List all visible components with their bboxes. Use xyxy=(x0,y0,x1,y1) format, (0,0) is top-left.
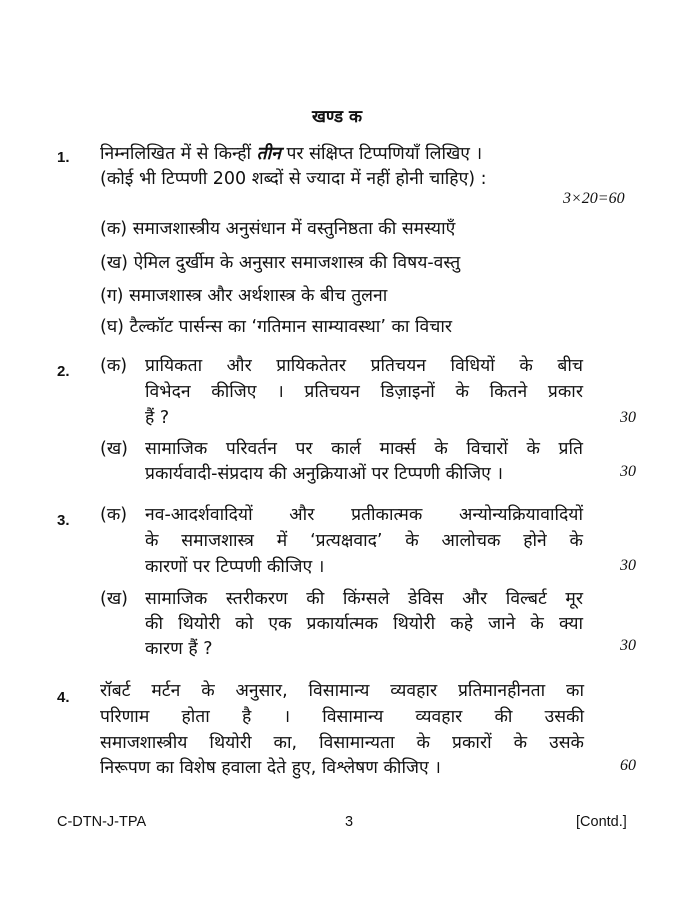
footer-paper-code: C-DTN-J-TPA xyxy=(57,814,147,830)
q1-emphasis-teen: तीन xyxy=(256,144,281,164)
q1-item-gha-label: (घ) xyxy=(100,317,124,337)
question-1-marks: 3×20=60 xyxy=(563,190,625,207)
question-1-number: 1. xyxy=(57,149,70,166)
q3-part-b-label: (ख) xyxy=(100,589,128,609)
question-1-line-1 xyxy=(100,141,482,167)
q3-part-b-line-3: कारण हैं ? xyxy=(145,639,213,659)
q1-item-ka xyxy=(100,216,455,242)
q2-part-a-line-2: विभेदन कीजिए । प्रतिचयन डिज़ाइनों के कितने प्रकार xyxy=(145,382,583,402)
q4-line-1: रॉबर्ट मर्टन के अनुसार, विसामान्य व्यवहार प्रतिमानहीनता का xyxy=(100,681,584,701)
q1-item-kha-text: ऐमिल दुर्खीम के अनुसार समाजशास्त्र की विषय-वस्तु xyxy=(133,253,461,273)
q1-text-a: निम्नलिखित में से किन्हीं xyxy=(100,144,257,164)
q3-part-a-line-3: कारणों पर टिप्पणी कीजिए । xyxy=(145,557,325,577)
q4-line-4: निरूपण का विशेष हवाला देते हुए, विश्लेषण कीजिए । xyxy=(100,758,441,778)
q2-part-b-label: (ख) xyxy=(100,439,128,459)
q1-item-gha-text: टैल्कॉट पार्सन्स का ‘गतिमान साम्यावस्था’ का विचार xyxy=(129,317,453,337)
q2-part-b-line-2: प्रकार्यवादी-संप्रदाय की अनुक्रियाओं पर टिप्पणी कीजिए । xyxy=(145,464,503,484)
q3-part-a-label: (क) xyxy=(100,505,128,525)
q3-part-a-line-1: नव-आदर्शवादियों और प्रतीकात्मक अन्योन्यक्रियावादियों xyxy=(145,505,583,525)
q1-item-ga xyxy=(100,283,387,309)
q2-part-a-label: (क) xyxy=(100,356,128,376)
q2-part-a-line-3: हैं ? xyxy=(145,408,170,428)
q3-part-b-marks: 30 xyxy=(620,637,636,654)
footer-page-number: 3 xyxy=(345,814,354,830)
q1-item-kha-label: (ख) xyxy=(100,253,128,273)
q4-line-3: समाजशास्त्रीय थियोरी का, विसामान्यता के प्रकारों के उसके xyxy=(100,733,584,753)
q3-part-a-line-2: के समाजशास्त्र में ‘प्रत्यक्षवाद’ के आलोचक होने के xyxy=(145,531,583,551)
q3-part-b-line-1: सामाजिक स्तरीकरण की किंग्सले डेविस और विल्बर्ट मूर xyxy=(145,589,583,609)
q4-line-2: परिणाम होता है । विसामान्य व्यवहार की उसकी xyxy=(100,707,584,727)
q1-item-kha xyxy=(100,250,460,276)
q2-part-b-marks: 30 xyxy=(620,463,636,480)
section-title: खण्ड क xyxy=(312,107,363,127)
q2-part-a-line-1: प्रायिकता और प्रायिकतेतर प्रतिचयन विधियों के बीच xyxy=(145,356,583,376)
question-4-marks: 60 xyxy=(620,757,636,774)
q1-item-ga-text: समाजशास्त्र और अर्थशास्त्र के बीच तुलना xyxy=(129,286,388,306)
footer-contd: [Contd.] xyxy=(576,814,627,830)
q3-part-a-marks: 30 xyxy=(620,557,636,574)
question-1-line-2: (कोई भी टिप्पणी 200 शब्दों से ज्यादा में नहीं होनी चाहिए) : xyxy=(100,169,487,189)
q1-item-ka-text: समाजशास्त्रीय अनुसंधान में वस्तुनिष्ठता की समस्याएँ xyxy=(132,219,456,239)
q1-item-ga-label: (ग) xyxy=(100,286,124,306)
q1-item-ka-label: (क) xyxy=(100,219,128,239)
q3-part-b-line-2: की थियोरी को एक प्रकार्यात्मक थियोरी कहे जाने के क्या xyxy=(145,614,583,634)
q2-part-b-line-1: सामाजिक परिवर्तन पर कार्ल मार्क्स के विचारों के प्रति xyxy=(145,439,583,459)
q2-part-a-marks: 30 xyxy=(620,409,636,426)
q1-text-b: पर संक्षिप्त टिप्पणियाँ लिखिए । xyxy=(280,144,483,164)
question-3-number: 3. xyxy=(57,512,70,529)
q1-item-gha xyxy=(100,314,452,340)
question-4-number: 4. xyxy=(57,689,70,706)
question-2-number: 2. xyxy=(57,363,70,380)
